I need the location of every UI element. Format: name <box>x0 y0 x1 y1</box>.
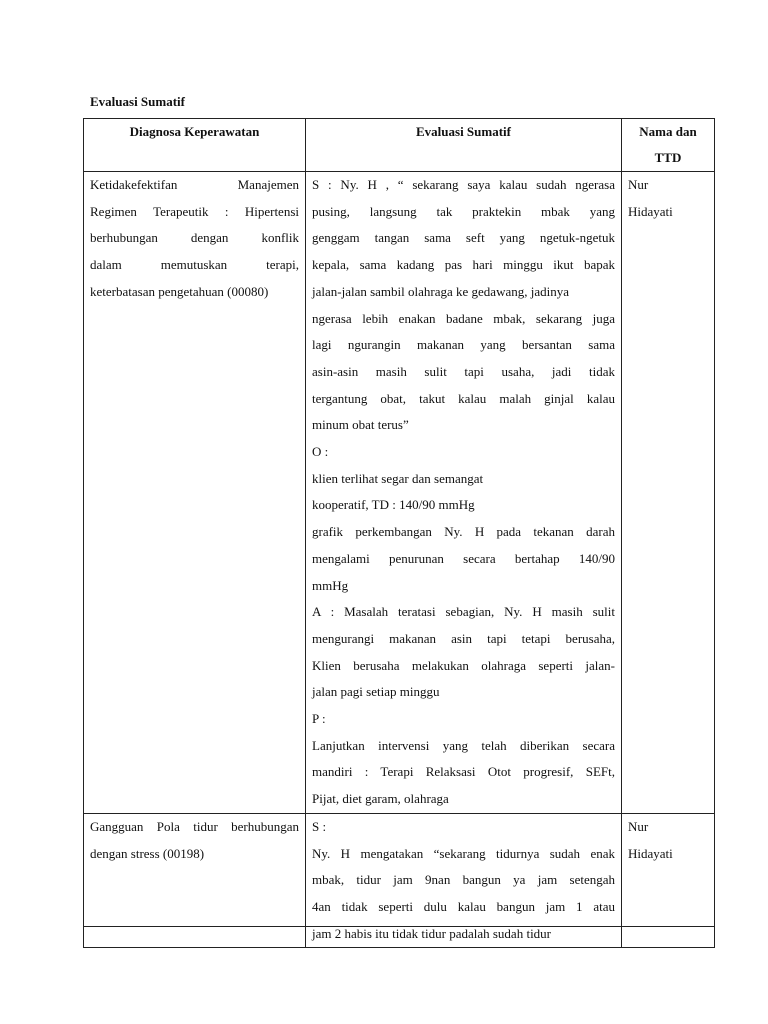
evaluasi-line: 4an tidak seperti dulu kalau bangun jam 1 atau <box>312 898 615 914</box>
header-evaluasi: Evaluasi Sumatif <box>306 119 622 172</box>
evaluasi-line: tergantung obat, takut kalau malah ginjal kalau <box>312 390 615 406</box>
table-header-row <box>84 119 715 172</box>
evaluasi-line: Klien berusaha melakukan olahraga seperti jalan- <box>312 657 615 673</box>
evaluasi-line: genggam tangan sama seft yang ngetuk-ngetuk <box>312 230 615 246</box>
diagnosa-cell <box>84 813 306 948</box>
diagnosa-line: dengan stress (00198) <box>90 845 205 861</box>
evaluasi-line: mengurangi makanan asin tapi tetapi berusaha, <box>312 630 615 646</box>
evaluasi-line: O : <box>312 444 329 460</box>
nama-cell <box>622 172 715 814</box>
evaluasi-line: grafik perkembangan Ny. H pada tekanan darah <box>312 524 615 540</box>
evaluasi-line: Lanjutkan intervensi yang telah diberikan secara <box>312 737 615 753</box>
evaluasi-line: jalan pagi setiap minggu <box>312 684 440 700</box>
diagnosa-line: keterbatasan pengetahuan (00080) <box>90 283 269 299</box>
diagnosa-cell <box>84 172 306 814</box>
evaluasi-line: mbak, tidur jam 9nan bangun ya jam setengah <box>312 872 615 888</box>
table-row <box>84 813 715 948</box>
evaluasi-line: kepala, sama kadang pas hari minggu ikut bapak <box>312 257 615 273</box>
table-row <box>84 172 715 814</box>
evaluasi-line: P : <box>312 711 326 727</box>
evaluasi-cell <box>306 172 622 814</box>
diagnosa-line: Regimen Terapeutik : Hipertensi <box>90 203 299 219</box>
nama-cell <box>622 813 715 948</box>
evaluation-table <box>83 118 715 948</box>
nama-line: Nur <box>628 177 649 192</box>
diagnosa-line: berhubungan dengan konflik <box>90 230 299 246</box>
evaluasi-line: jalan-jalan sambil olahraga ke gedawang, jadinya <box>312 283 570 299</box>
header-nama: Nama dan TTD <box>622 119 715 172</box>
nama-line: Nur <box>628 818 649 834</box>
evaluasi-line: mmHg <box>312 577 349 593</box>
evaluation-table-container <box>83 118 715 941</box>
diagnosa-line: Ketidakefektifan Manajemen <box>90 177 299 192</box>
header-diagnosa: Diagnosa Keperawatan <box>84 119 306 172</box>
evaluasi-line: ngerasa lebih enakan badane mbak, sekarang juga <box>312 310 615 326</box>
nama-line: Hidayati <box>628 203 673 219</box>
evaluasi-line: S : Ny. H , “ sekarang saya kalau sudah ngerasa <box>312 177 615 192</box>
evaluasi-line: asin-asin masih sulit tapi usaha, jadi tidak <box>312 363 615 379</box>
diagnosa-line: dalam memutuskan terapi, <box>90 257 299 273</box>
evaluasi-line: S : <box>312 818 327 834</box>
evaluasi-line: klien terlihat segar dan semangat <box>312 470 484 486</box>
evaluasi-line: mandiri : Terapi Relaksasi Otot progresif, SEFt, <box>312 764 615 780</box>
table-body <box>84 172 715 948</box>
evaluasi-cell <box>306 813 622 948</box>
evaluasi-line: Ny. H mengatakan “sekarang tidurnya sudah enak <box>312 845 615 861</box>
page-title: Evaluasi Sumatif <box>90 94 185 109</box>
nama-line: Hidayati <box>628 845 673 861</box>
evaluasi-line: minum obat terus” <box>312 417 409 433</box>
evaluasi-line: lagi ngurangin makanan yang bersantan sama <box>312 337 615 353</box>
evaluasi-line: pusing, langsung tak praktekin mbak yang <box>312 203 615 219</box>
evaluasi-line: Pijat, diet garam, olahraga <box>312 791 449 807</box>
evaluasi-line: kooperatif, TD : 140/90 mmHg <box>312 497 475 513</box>
evaluasi-line: A : Masalah teratasi sebagian, Ny. H masih sulit <box>312 604 615 620</box>
diagnosa-line: Gangguan Pola tidur berhubungan <box>90 818 299 834</box>
evaluasi-line: jam 2 habis itu tidak tidur padalah sudah tidur <box>312 925 552 941</box>
evaluasi-line: mengalami penurunan secara bertahap 140/90 <box>312 550 615 566</box>
